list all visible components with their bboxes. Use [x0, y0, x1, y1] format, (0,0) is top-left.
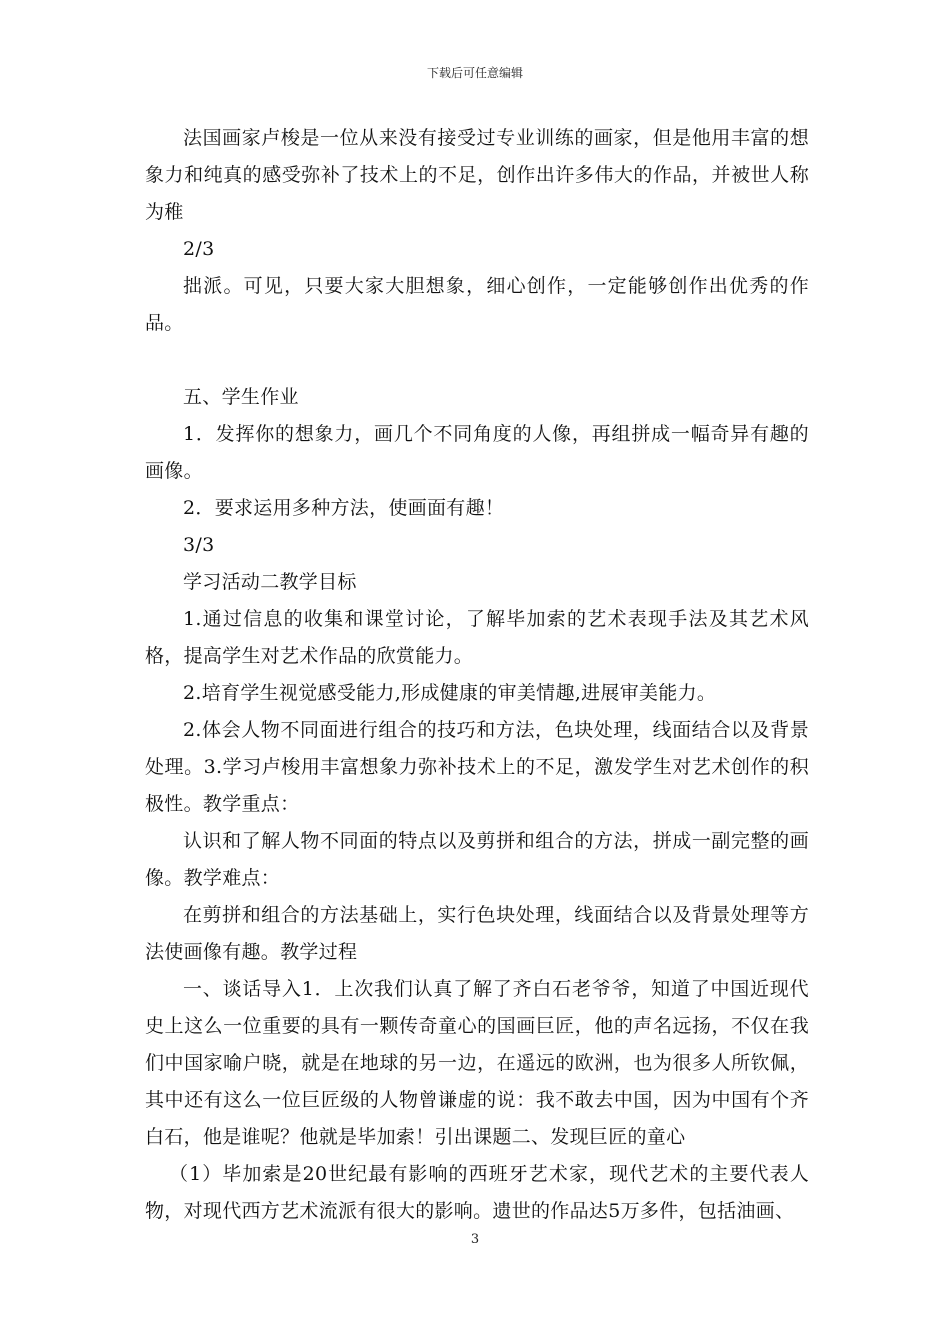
- page-number: 3: [470, 1232, 480, 1247]
- section-heading-objectives: 学习活动二教学目标: [183, 571, 357, 593]
- page-marker-3-3: 3/3: [183, 534, 215, 556]
- page-marker-2-3: 2/3: [183, 238, 215, 260]
- homework-item-1: 1．发挥你的想象力，画几个不同角度的人像，再组拼成一幅奇异有趣的画像。: [145, 423, 809, 482]
- paragraph-rousseau: 法国画家卢梭是一位从来没有接受过专业训练的画家，但是他用丰富的想象力和纯真的感受弥补了技术上的不足，创作出许多伟大的作品，并被世人称为稚: [145, 127, 809, 223]
- objective-1: 1.通过信息的收集和课堂讨论，了解毕加索的艺术表现手法及其艺术风格，提高学生对艺术作品的欣赏能力。: [145, 608, 809, 667]
- page-header: 下载后可任意编辑: [426, 66, 523, 80]
- section-heading-homework: 五、学生作业: [183, 386, 299, 408]
- document-body: [145, 120, 809, 1230]
- teaching-focus: 认识和了解人物不同面的特点以及剪拼和组合的方法，拼成一副完整的画像。教学难点：: [145, 830, 809, 889]
- objective-3: 2.体会人物不同面进行组合的技巧和方法，色块处理，线面结合以及背景处理。3.学习卢梭用丰富想象力弥补技术上的不足，激发学生对艺术创作的积极性。教学重点：: [145, 719, 809, 815]
- objective-2: 2.培育学生视觉感受能力,形成健康的审美情趣,进展审美能力。: [183, 682, 717, 704]
- paragraph-naive-school: 拙派。可见，只要大家大胆想象，细心创作，一定能够创作出优秀的作品。: [145, 275, 809, 334]
- homework-item-2: 2．要求运用多种方法，使画面有趣！: [183, 497, 505, 519]
- intro-talk: 一、谈话导入1．上次我们认真了解了齐白石老爷爷，知道了中国近现代史上这么一位重要的具有一颗传奇童心的国画巨匠，他的声名远扬，不仅在我们中国家喻户晓，就是在地球的另一边，在遥远的欧洲，也为很多人所钦佩，其中还有这么一位巨匠级的人物曾谦虚的说：我不敢去中国，因为中国有个齐白石，他是谁呢？他就是毕加索！引出课题二、发现巨匠的童心: [145, 978, 809, 1148]
- picasso-description: （1）毕加索是20世纪最有影响的西班牙艺术家，现代艺术的主要代表人物，对现代西方艺术流派有很大的影响。遗世的作品达5万多件，包括油画、: [145, 1163, 809, 1222]
- teaching-difficulty: 在剪拼和组合的方法基础上，实行色块处理，线面结合以及背景处理等方法使画像有趣。教学过程: [145, 904, 809, 963]
